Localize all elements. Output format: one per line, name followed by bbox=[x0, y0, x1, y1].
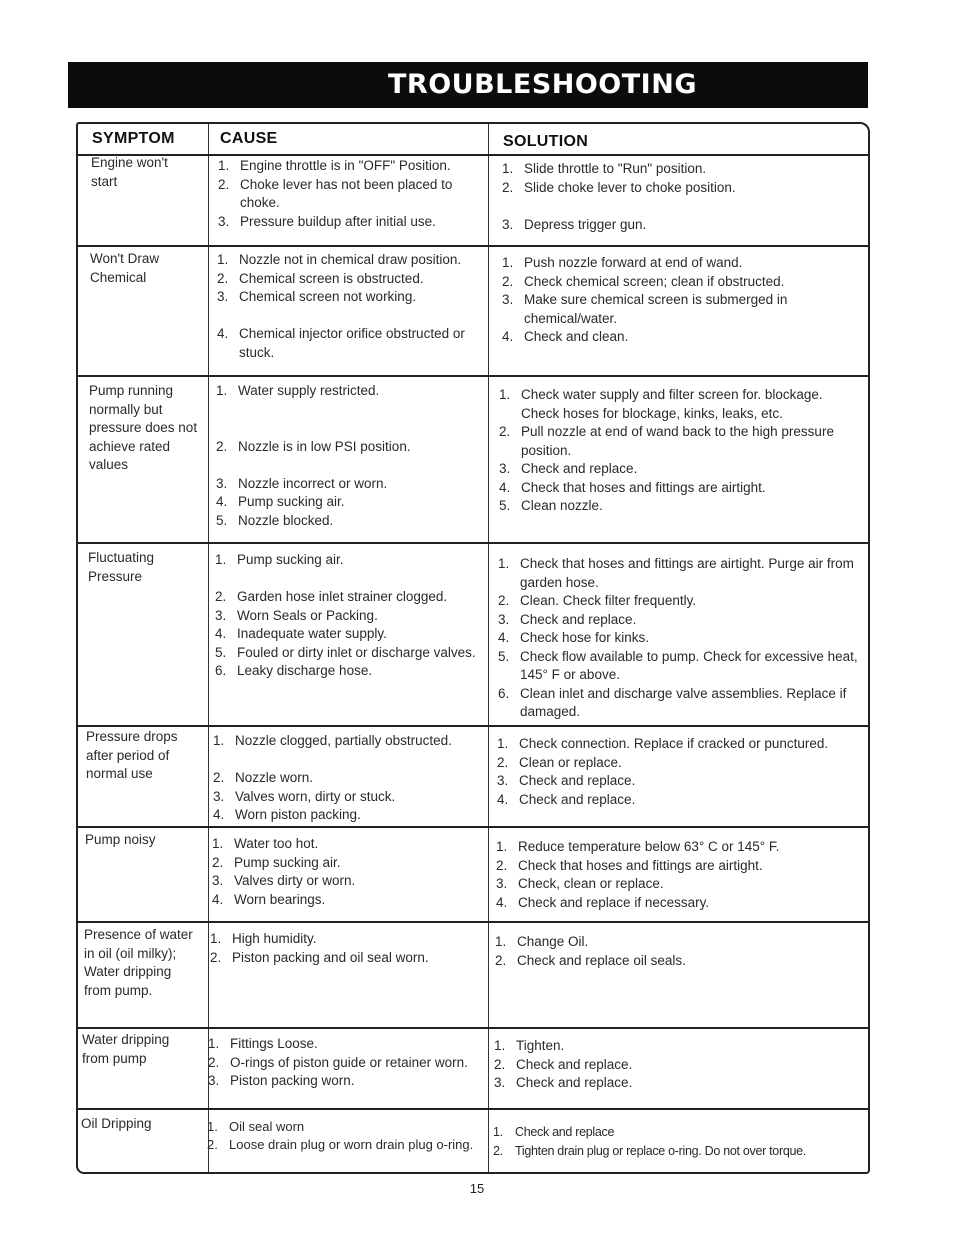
list-item: 1. Check and replace bbox=[493, 1125, 615, 1139]
list-item: 5. Clean nozzle. bbox=[499, 498, 603, 513]
list-item: 3. Make sure chemical screen is submerged in chemical/water. bbox=[502, 292, 788, 326]
list-item: 5. Check flow available to pump. Check for excessive heat, 145° F or above. bbox=[498, 648, 858, 682]
cause-list bbox=[213, 732, 483, 825]
symptom-cell: Pump noisy bbox=[85, 832, 156, 847]
list-item: 3. Chemical screen not working. bbox=[217, 289, 417, 304]
list-item: 3. Check and replace. bbox=[494, 1075, 633, 1090]
list-item: 3. Check and replace. bbox=[499, 461, 638, 476]
list-item: 6. Clean inlet and discharge valve assemblies. Replace if damaged. bbox=[498, 685, 847, 719]
cause-list bbox=[208, 1035, 480, 1091]
list-item: 4. Check hose for kinks. bbox=[498, 630, 650, 645]
list-item: 4. Check and clean. bbox=[502, 329, 629, 344]
solution-list bbox=[502, 160, 862, 234]
header-cause: CAUSE bbox=[220, 130, 278, 147]
list-item: 1. Push nozzle forward at end of wand. bbox=[502, 255, 743, 270]
list-item: 2. Check and replace oil seals. bbox=[495, 952, 686, 968]
column-divider-cause bbox=[208, 124, 209, 1173]
solution-list bbox=[498, 555, 860, 722]
list-item: 4. Worn piston packing. bbox=[213, 807, 361, 822]
list-item: 3. Check and replace. bbox=[498, 611, 637, 627]
list-item: 1. Engine throttle is in "OFF" Position. bbox=[218, 158, 451, 173]
list-item: 4. Inadequate water supply. bbox=[215, 626, 387, 641]
list-item: 4. Check that hoses and fittings are airtight. bbox=[499, 479, 766, 495]
solution-list bbox=[497, 735, 837, 809]
row-divider-6 bbox=[76, 921, 870, 923]
list-item: 2. Pump sucking air. bbox=[212, 854, 341, 870]
solution-list bbox=[499, 386, 859, 516]
list-item: 2. Nozzle worn. bbox=[213, 770, 314, 785]
list-item: 2. Clean. Check filter frequently. bbox=[498, 593, 697, 608]
symptom-cell: Pump running normally but pressure does not achieve rated values bbox=[89, 383, 198, 472]
list-item: 3. Pressure buildup after initial use. bbox=[218, 213, 436, 229]
symptom-cell: Fluctuating Pressure bbox=[88, 550, 155, 584]
list-item: 1. Tighten. bbox=[494, 1038, 565, 1053]
list-item: 2. Nozzle is in low PSI position. bbox=[216, 438, 411, 454]
list-item: 2. Piston packing and oil seal worn. bbox=[210, 949, 429, 965]
list-item: 1. Oil seal worn bbox=[207, 1119, 305, 1134]
list-item: 3. Worn Seals or Packing. bbox=[215, 607, 378, 623]
solution-list bbox=[496, 838, 836, 912]
list-item: 2. Check that hoses and fittings are airtight. bbox=[496, 857, 763, 873]
cause-list bbox=[212, 835, 482, 909]
cause-list bbox=[215, 551, 483, 681]
list-item: 4. Pump sucking air. bbox=[216, 494, 345, 509]
list-item: 2. Slide choke lever to choke position. bbox=[502, 179, 736, 195]
list-item: 1. Pump sucking air. bbox=[215, 552, 344, 567]
list-item: 1. Water supply restricted. bbox=[216, 383, 380, 398]
list-item: 1. Slide throttle to "Run" position. bbox=[502, 161, 707, 176]
title-banner bbox=[68, 62, 868, 108]
row-divider-2 bbox=[76, 375, 870, 377]
list-item: 1. Fittings Loose. bbox=[208, 1036, 318, 1051]
list-item: 3. Check and replace. bbox=[497, 773, 636, 788]
list-item: 1. High humidity. bbox=[210, 931, 317, 946]
page-number: 15 bbox=[469, 1181, 485, 1196]
solution-list bbox=[495, 933, 835, 970]
list-item: 2. Loose drain plug or worn drain plug o-ring. bbox=[207, 1137, 474, 1152]
list-item: 4. Check and replace if necessary. bbox=[496, 894, 710, 910]
list-item: 2. Tighten drain plug or replace o-ring. Do not over torque. bbox=[493, 1144, 806, 1158]
cause-list bbox=[210, 930, 480, 967]
list-item: 3. Depress trigger gun. bbox=[502, 216, 647, 232]
list-item: 1. Check that hoses and fittings are airtight. Purge air from garden hose. bbox=[498, 556, 854, 590]
header-symptom: SYMPTOM bbox=[92, 130, 175, 147]
row-divider-1 bbox=[76, 245, 870, 247]
list-item: 2. Chemical screen is obstructed. bbox=[217, 270, 424, 286]
list-item: 3. Valves dirty or worn. bbox=[212, 873, 356, 888]
list-item: 6. Leaky discharge hose. bbox=[215, 663, 373, 678]
symptom-cell: Oil Dripping bbox=[81, 1116, 152, 1131]
list-item: 2. Pull nozzle at end of wand back to the high pressure position. bbox=[499, 424, 834, 458]
row-divider-8 bbox=[76, 1108, 870, 1110]
list-item: 5. Fouled or dirty inlet or discharge valves. bbox=[215, 644, 476, 660]
list-item: 1. Nozzle not in chemical draw position. bbox=[217, 252, 462, 267]
row-divider-header bbox=[76, 154, 870, 156]
column-divider-solution bbox=[488, 124, 489, 1173]
symptom-cell: Water dripping from pump bbox=[82, 1032, 170, 1066]
list-item: 2. Clean or replace. bbox=[497, 754, 622, 770]
list-item: 1. Nozzle clogged, partially obstructed. bbox=[213, 733, 452, 748]
list-item: 2. O-rings of piston guide or retainer worn. bbox=[208, 1054, 468, 1070]
symptom-cell: Presence of water in oil (oil milky); Water dripping from pump. bbox=[84, 927, 193, 998]
list-item: 4. Chemical injector orifice obstructed or stuck. bbox=[217, 326, 465, 360]
list-item: 4. Worn bearings. bbox=[212, 891, 326, 907]
list-item: 3. Nozzle incorrect or worn. bbox=[216, 475, 388, 491]
symptom-cell: Won't Draw Chemical bbox=[90, 251, 160, 285]
cause-list bbox=[207, 1118, 481, 1154]
list-item: 1. Water too hot. bbox=[212, 836, 319, 851]
solution-list bbox=[493, 1123, 865, 1161]
symptom-cell: Pressure drops after period of normal use bbox=[86, 729, 178, 781]
list-item: 2. Choke lever has not been placed to choke. bbox=[218, 176, 453, 210]
solution-list bbox=[494, 1037, 834, 1093]
row-divider-5 bbox=[76, 826, 870, 828]
list-item: 1. Check water supply and filter screen for. blockage. Check hoses for blockage, kinks, leaks, etc. bbox=[499, 387, 823, 421]
list-item: 2. Garden hose inlet strainer clogged. bbox=[215, 589, 448, 604]
page-title: TROUBLESHOOTING bbox=[388, 69, 697, 100]
row-divider-4 bbox=[76, 725, 870, 727]
row-divider-3 bbox=[76, 542, 870, 544]
list-item: 3. Piston packing worn. bbox=[208, 1073, 355, 1088]
list-item: 1. Reduce temperature below 63° C or 145° F. bbox=[496, 839, 780, 854]
cause-list bbox=[218, 157, 486, 231]
list-item: 4. Check and replace. bbox=[497, 791, 636, 807]
list-item: 2. Check and replace. bbox=[494, 1056, 633, 1072]
list-item: 5. Nozzle blocked. bbox=[216, 512, 334, 528]
cause-list bbox=[217, 251, 487, 362]
list-item: 3. Valves worn, dirty or stuck. bbox=[213, 788, 396, 804]
header-solution: SOLUTION bbox=[503, 133, 589, 150]
list-item: 3. Check, clean or replace. bbox=[496, 876, 664, 891]
list-item: 1. Change Oil. bbox=[495, 934, 589, 949]
list-item: 2. Check chemical screen; clean if obstructed. bbox=[502, 273, 785, 289]
solution-list bbox=[502, 254, 832, 347]
row-divider-7 bbox=[76, 1027, 870, 1029]
list-item: 1. Check connection. Replace if cracked or punctured. bbox=[497, 736, 829, 751]
cause-list bbox=[216, 382, 484, 530]
symptom-cell: Engine won't start bbox=[91, 155, 168, 189]
